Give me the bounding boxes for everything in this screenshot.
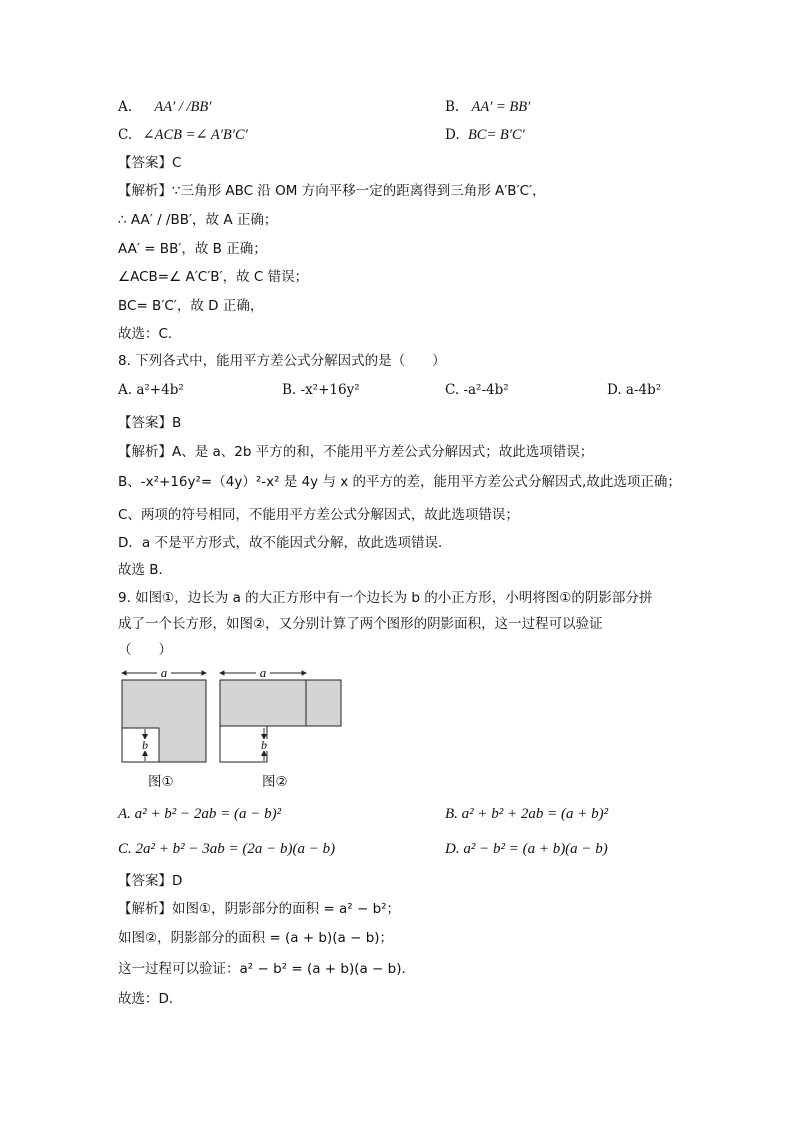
- q7-analysis-line: 【解析】∵三角形 ABC 沿 OM 方向平移一定的距离得到三角形 A′B′C′，: [118, 183, 546, 199]
- q7-answer: 【答案】C: [118, 155, 182, 171]
- q7-analysis-line: ∴ AA′ / /BB′，故 A 正确；: [118, 212, 278, 228]
- q7-analysis-line: AA′ = BB′，故 B 正确；: [118, 241, 267, 257]
- q7-option-a: A. AA′ / /BB′: [118, 99, 212, 115]
- q7-option-b: B. AA′ = BB′: [445, 99, 531, 115]
- fig2-label-b: b: [261, 738, 267, 752]
- fig1-caption: 图①: [148, 774, 174, 790]
- q9-stem-line: 成了一个长方形，如图②，又分别计算了两个图形的阴影面积，这一过程可以验证: [118, 616, 603, 632]
- fig1-label-b: b: [142, 738, 148, 752]
- figure-1-square-diagram: [122, 665, 206, 762]
- q8-analysis-line: D．a 不是平方形式，故不能因式分解，故此选项错误．: [118, 535, 452, 551]
- q9-option-b: B. a² + b² + 2ab = (a + b)²: [445, 806, 609, 822]
- q8-answer: 【答案】B: [118, 415, 182, 431]
- q8-option-c: C. -a²-4b²: [445, 382, 509, 398]
- q9-stem-line: （ ）: [118, 642, 172, 658]
- q8-option-b: B. -x²+16y²: [282, 382, 360, 398]
- q8-analysis-line: C、两项的符号相同，不能用平方差公式分解因式，故此选项错误；: [118, 507, 519, 523]
- q7-analysis-line: BC= B′C′，故 D 正确，: [118, 298, 264, 314]
- q9-option-d: D. a² − b² = (a + b)(a − b): [445, 841, 608, 857]
- fig1-label-a: a: [160, 665, 168, 680]
- fig2-shaded-top: [220, 680, 306, 726]
- q9-stem-line: 9. 如图①，边长为 a 的大正方形中有一个边长为 b 的小正方形，小明将图①的阴影部分拼: [118, 590, 653, 606]
- q8-option-a: A. a²+4b²: [118, 382, 184, 398]
- q8-analysis-line: 故选 B．: [118, 562, 173, 578]
- q8-stem: 8. 下列各式中，能用平方差公式分解因式的是（ ）: [118, 353, 446, 369]
- q7-analysis-line: 故选：C.: [118, 326, 173, 342]
- q9-analysis-line: 【解析】如图①，阴影部分的面积 = a² − b²；: [118, 901, 401, 917]
- q7-option-c: C. ∠ACB =∠ A′B′C′: [118, 127, 248, 143]
- q8-analysis-line: 【解析】A、是 a、2b 平方的和，不能用平方差公式分解因式；故此选项错误；: [118, 444, 594, 460]
- q9-answer: 【答案】D: [118, 873, 183, 889]
- q8-analysis-line: B、-x²+16y²=（4y）²-x² 是 4y 与 x 的平方的差，能用平方差公式分解因式,故此选项正确；: [118, 474, 681, 490]
- q8-option-d: D. a-4b²: [607, 382, 662, 398]
- q7-analysis-line: ∠ACB=∠ A′C′B′，故 C 错误；: [118, 269, 309, 285]
- q9-analysis-line: 故选：D．: [118, 991, 183, 1007]
- fig2-label-a: a: [259, 665, 267, 680]
- q9-analysis-line: 如图②，阴影部分的面积 = (a + b)(a − b)；: [118, 930, 394, 946]
- q7-option-d: D. BC= B′C′: [445, 127, 525, 143]
- figure-2-rectangle-diagram: [220, 665, 341, 762]
- fig2-caption: 图②: [262, 774, 288, 790]
- q9-analysis-line: 这一过程可以验证：a² − b² = (a + b)(a − b)．: [118, 961, 415, 977]
- q9-option-a: A. a² + b² − 2ab = (a − b)²: [118, 806, 282, 822]
- q9-option-c: C. 2a² + b² − 3ab = (2a − b)(a − b): [118, 841, 336, 857]
- fig2-shaded-side: [306, 680, 341, 726]
